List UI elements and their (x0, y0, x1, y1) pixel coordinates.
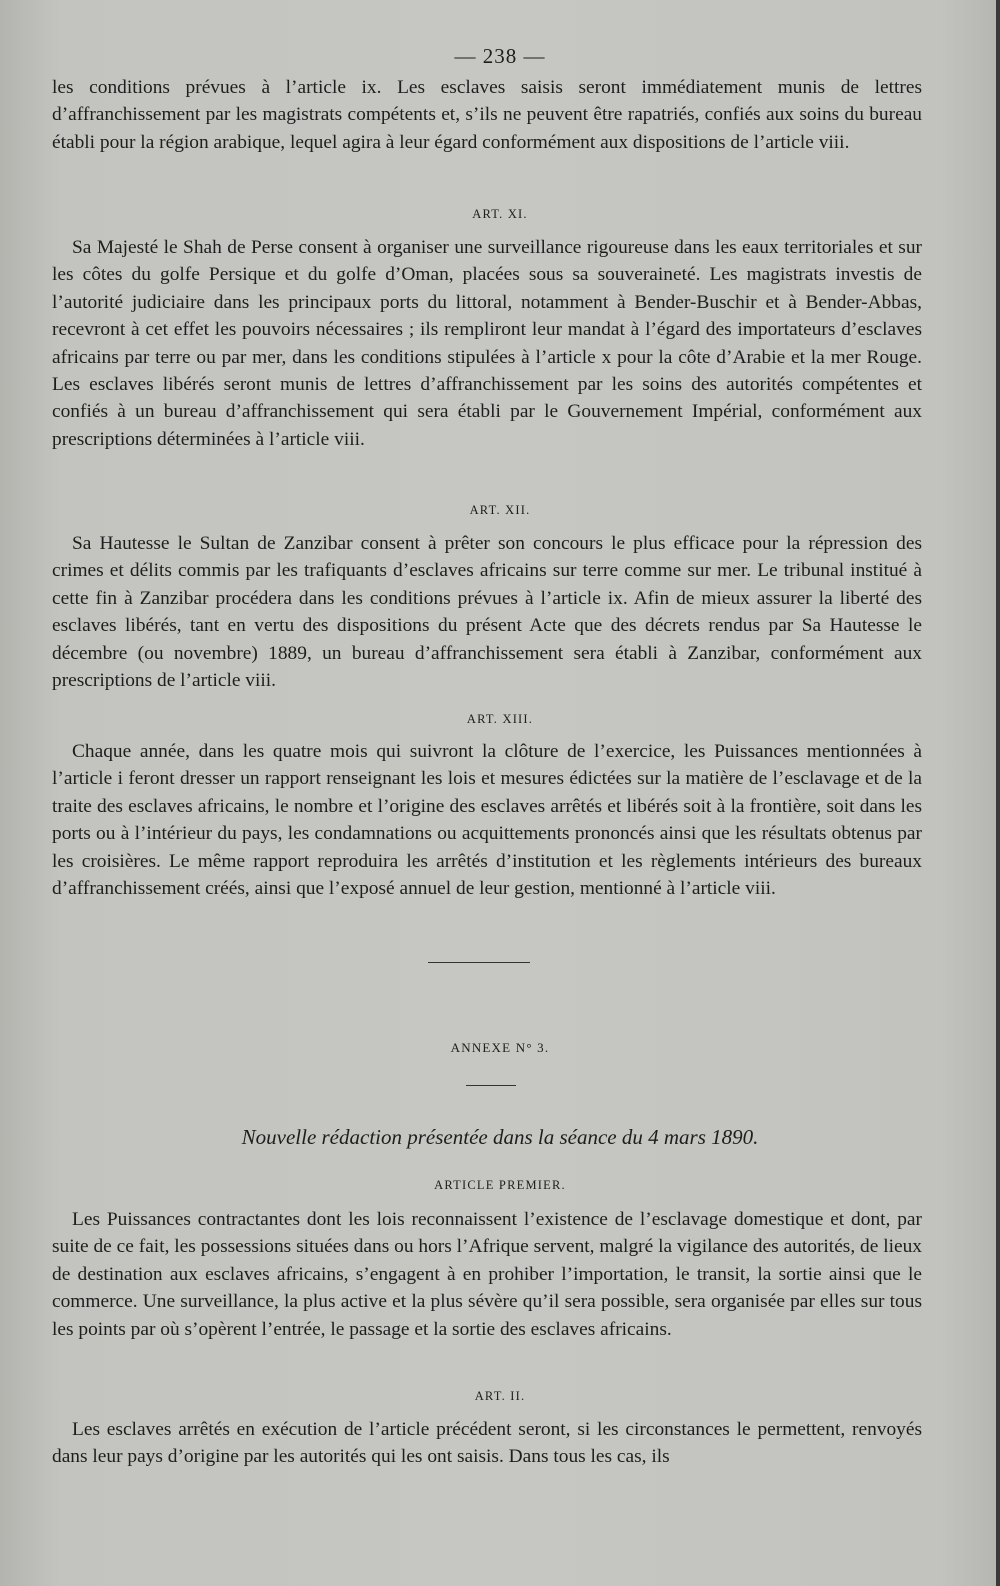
art-xi-text: Sa Majesté le Shah de Perse consent à organiser une surveillance rigoureuse dans les eaux territoriales et sur les côtes du golfe Persique et du golfe d’Oman, placées sous sa souveraineté. Les magistrats investis de l’autorité judiciaire dans les principaux ports du littoral, notamment à Bender-Buschir et à Bender-Abbas, recevront à cet effet les pouvoirs nécessaires ; ils rempliront leur mandat à l’égard des importateurs d’esclaves africains par terre ou par mer, dans les conditions stipulées à l’article x pour la côte d’Arabie et la mer Rouge. Les esclaves libérés seront munis de lettres d’affranchissement par les soins des autorités compétentes et confiés à un bureau d’affranchissement qui sera établi par le Gouvernement Impérial, conformément aux prescriptions déterminées à l’article viii. (52, 237, 922, 450)
annexe-divider (466, 1085, 516, 1086)
art-xi-heading: ART. XI. (472, 207, 528, 221)
article-premier-text: Les Puissances contractantes dont les lois reconnaissent l’existence de l’esclavage domestique et dont, par suite de ce fait, les possessions situées dans ou hors l’Afrique servent, malgré la vigilance des autorités, de lieux de destination aux esclaves africains, s’engagent à en prohiber l’importation, le transit, la sortie ainsi que le commerce. Une surveillance, la plus active et la plus sévère qu’il sera possible, sera organisée par elles sur tous les points par où s’opèrent l’entrée, le passage et la sortie des esclaves africains. (52, 1209, 922, 1340)
continuation-text: les conditions prévues à l’article ix. Les esclaves saisis seront immédiatement munis de lettres d’affranchissement par les magistrats compétents et, s’ils ne peuvent être rapatriés, confiés aux soins du bureau établi pour la région arabique, lequel agira à leur égard conformément aux dispositions de l’article viii. (52, 77, 922, 153)
art-xiii-section (52, 738, 922, 902)
annexe-title: Nouvelle rédaction présentée dans la séance du 4 mars 1890. (241, 1125, 759, 1149)
art-xiii-text: Chaque année, dans les quatre mois qui suivront la clôture de l’exercice, les Puissances mentionnées à l’article i feront dresser un rapport renseignant les lois et mesures édictées sur la matière de l’esclavage et de la traite des esclaves africains, le nombre et l’origine des esclaves arrêtés et libérés soit à la frontière, soit dans les ports ou à l’intérieur du pays, les condamnations ou acquittements prononcés ainsi que les résultats obtenus par les croisières. Le même rapport reproduira les arrêtés d’institution et les règlements intérieurs des bureaux d’affranchissement créés, ainsi que l’exposé annuel de leur gestion, mentionné à l’article viii. (52, 741, 922, 900)
page-edge (996, 0, 1000, 1586)
art-ii-text: Les esclaves arrêtés en exécution de l’article précédent seront, si les circonstances le permettent, renvoyés dans leur pays d’origine par les autorités qui les ont saisis. Dans tous les cas, ils (52, 1419, 922, 1468)
art-ii-heading: ART. II. (474, 1389, 526, 1403)
art-xi-section (52, 234, 922, 453)
art-xii-text: Sa Hautesse le Sultan de Zanzibar consent à prêter son concours le plus efficace pour la répression des crimes et délits commis par les trafiquants d’esclaves africains sur terre comme sur mer. Le tribunal institué à cette fin à Zanzibar procédera dans les conditions prévues à l’article ix. Afin de mieux assurer la liberté des esclaves libérés, tant en vertu des dispositions du présent Acte que des décrets rendus par Sa Hautesse le décembre (ou novembre) 1889, un bureau d’affranchissement sera établi à Zanzibar, conformément aux prescriptions de l’article viii. (52, 533, 922, 692)
art-xiii-heading: ART. XIII. (466, 712, 534, 726)
art-xii-section (52, 530, 922, 694)
annexe-heading: ANNEXE N° 3. (450, 1040, 550, 1055)
article-premier-heading: ARTICLE PREMIER. (434, 1178, 566, 1192)
section-divider (428, 962, 530, 963)
page-number: — 238 — (454, 44, 546, 68)
art-ii-section (52, 1416, 922, 1471)
article-premier-section (52, 1206, 922, 1343)
continuation-paragraph (52, 74, 922, 156)
art-xii-heading: ART. XII. (469, 503, 531, 517)
